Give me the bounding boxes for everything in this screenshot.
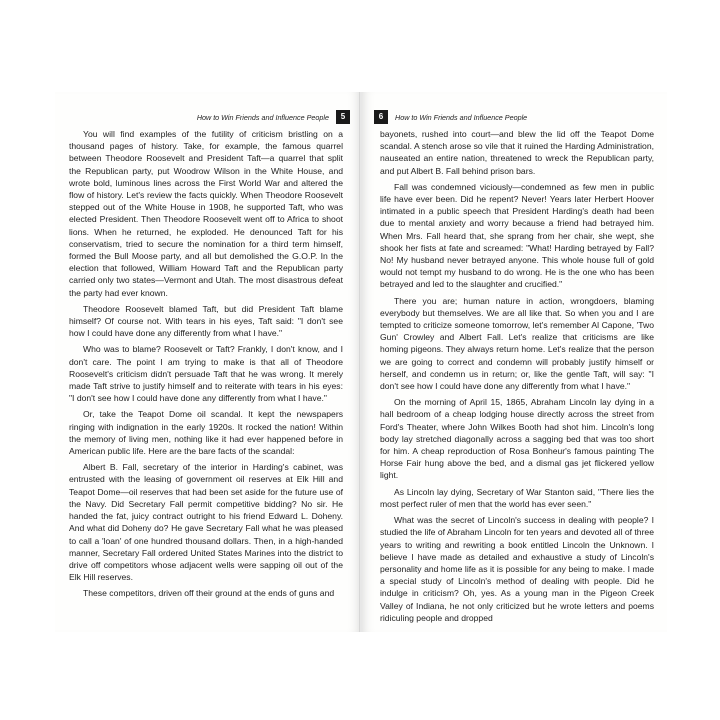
right-paragraph-4: On the morning of April 15, 1865, Abraham Lincoln lay dying in a hall bedroom of a cheap lodging house directly across the street from Ford's Theater, where John Wilkes Booth had shot him. Lincoln's long body lay stretched diagonally across a sagging bed that was too short for him. A cheap reproduction of Rosa Bonheur's famous painting The Horse Fair hung above the bed, and a dismal gas jet flickered yellow light. [380, 397, 654, 481]
left-running-header [197, 110, 350, 124]
left-paragraph-5: Albert B. Fall, secretary of the interior in Harding's cabinet, was entrusted with the leasing of government oil reserves at Elk Hill and Teapot Dome—oil reserves that had been set aside for the future use of the Navy. Did Secretary Fall permit competitive bidding? No sir. He handed the fat, juicy contract outright to his friend Edward L. Doheny. And what did Doheny do? He gave Secretary Fall what he was pleased to call a 'loan' of one hundred thousand dollars. Then, in a high-handed manner, Secretary Fall ordered United States Marines into the district to drive off competitors whose adjacent wells were sapping oil out of the Elk Hill reserves. [69, 462, 343, 583]
right-paragraph-6: What was the secret of Lincoln's success in dealing with people? I studied the life of Abraham Lincoln for ten years and devoted all of three years to writing and rewriting a book entitled Lincoln the Unknown. I believe I have made as detailed and exhaustive a study of Lincoln's personality and home life as it is possible for any being to make. I made a special study of Lincoln's method of dealing with people. Did he indulge in criticism? Oh, yes. As a young man in the Pigeon Creek Valley of Indiana, he not only criticized but he wrote letters and poems ridiculing people and dropped [380, 515, 654, 623]
left-body-text [69, 128, 343, 604]
left-paragraph-2: Theodore Roosevelt blamed Taft, but did President Taft blame himself? Of course not. With tears in his eyes, Taft said: "I don't see how I could have done any differently from what I have." [69, 303, 343, 339]
right-paragraph-3: There you are; human nature in action, wrongdoers, blaming everybody but themselves. We are all like that. So when you and I are tempted to criticize someone tomorrow, let's remember Al Capone, 'Two Gun' Crowley and Albert Fall. Let's realize that criticisms are like homing pigeons. They always return home. Let's realize that the person we are going to correct and condemn will probably justify himself or herself, and condemn us in return; or, like the gentle Taft, will say: "I don't see how I could have done any differently from what I have." [380, 295, 654, 392]
left-paragraph-6: These competitors, driven off their ground at the ends of guns and [83, 588, 335, 599]
right-paragraph-5: As Lincoln lay dying, Secretary of War Stanton said, "There lies the most perfect ruler of men that the world has ever seen." [380, 486, 654, 509]
right-running-head-title: How to Win Friends and Influence People [395, 112, 528, 122]
right-page [362, 92, 667, 632]
right-page-number: 6 [374, 110, 388, 124]
right-paragraph-2: Fall was condemned viciously—condemned as few men in public life have ever been. Did he repent? Never! Years later Herbert Hoover intimated in a public speech that President Harding's death had been due to mental anxiety and worry because a friend had betrayed him. When Mrs. Fall heard that, she sprang from her chair, she wept, she shook her fists at fate and screamed: "What! Harding betrayed by Fall? No! My husband never betrayed anyone. This whole house full of gold would not tempt my husband to do wrong. He is the one who has been betrayed and led to the slaughter and crucified." [380, 181, 654, 290]
book-spread [55, 92, 667, 632]
right-running-header [374, 110, 527, 124]
right-paragraph-1: bayonets, rushed into court—and blew the lid off the Teapot Dome scandal. A stench arose so vile that it ruined the Harding Administration, nauseated an entire nation, threatened to wreck the Republican party, and put Albert B. Fall behind prison bars. [380, 129, 654, 176]
right-body-text [380, 128, 654, 628]
left-paragraph-3: Who was to blame? Roosevelt or Taft? Frankly, I don't know, and I don't care. The point I am trying to make is that all of Theodore Roosevelt's criticism didn't persuade Taft that he was wrong. It merely made Taft strive to justify himself and to reiterate with tears in his eyes: "I don't see how I could have done any differently from what I have." [69, 344, 343, 404]
left-page [55, 92, 360, 632]
left-running-head-title: How to Win Friends and Influence People [196, 112, 329, 122]
left-page-number: 5 [336, 110, 350, 124]
left-paragraph-4: Or, take the Teapot Dome oil scandal. It kept the newspapers ringing with indignation in the early 1920s. It rocked the nation! Within the memory of living men, nothing like it had ever happened before in American public life. Here are the bare facts of the scandal: [69, 409, 343, 457]
left-paragraph-1: You will find examples of the futility of criticism bristling on a thousand pages of history. Take, for example, the famous quarrel between Theodore Roosevelt and President Taft—a quarrel that split the Republican party, put Woodrow Wilson in the White House, and wrote bold, luminous lines across the First World War and altered the flow of history. Let's review the facts quickly. When Theodore Roosevelt stepped out of the White House in 1908, he supported Taft, who was elected President. Then Theodore Roosevelt went off to Africa to shoot lions. When he returned, he exploded. He denounced Taft for his conservatism, tried to secure the nomination for a third term himself, formed the Bull Moose party, and all but demolished the G.O.P. In the election that followed, William Howard Taft and the Republican party carried only two states—Vermont and Utah. The most disastrous defeat the party had ever known. [69, 129, 343, 298]
